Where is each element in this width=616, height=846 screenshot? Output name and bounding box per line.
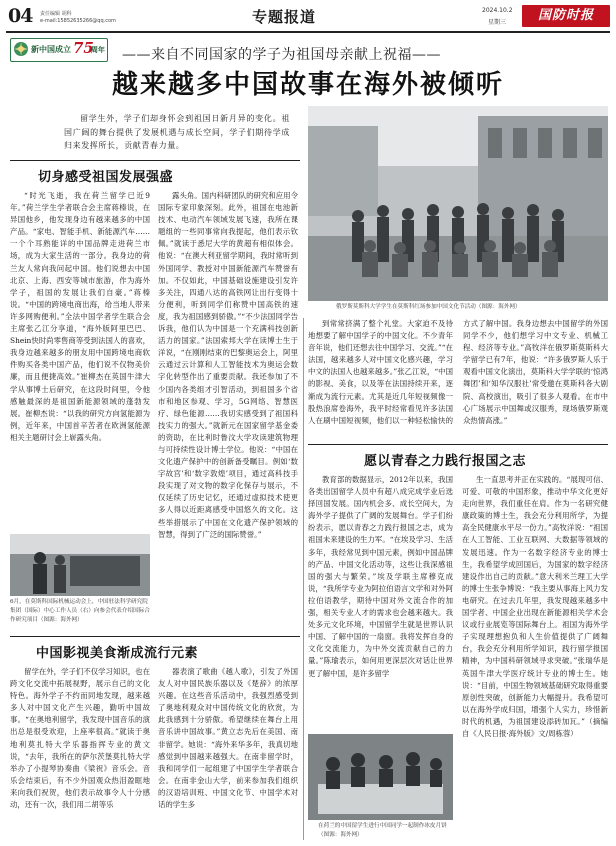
badge-text: 新中国成立: [31, 45, 71, 54]
photo-caption-1: 俄罗斯莫斯科大学学生在莫斯科红场参加中国文化节活动（图源：海外网）: [336, 304, 521, 310]
headline-main: 越来越多中国故事在海外被倾听: [111, 70, 504, 100]
anniversary-badge: [10, 38, 108, 62]
issue-weekday: 星期三: [488, 19, 507, 26]
intro-paragraph: 留学生外，学子们却身怀会到祖国日新月异的变化。祖国广阔的舞台提供了发展机遇与成长空间，学子们期待学成归来发挥所长，贡献青春力量。: [64, 114, 290, 150]
exhibition-photo: [10, 534, 150, 596]
badge-suffix: 周年: [91, 46, 105, 54]
masthead-box: [522, 5, 610, 27]
header-rule: [6, 31, 610, 33]
group-photo: [308, 106, 608, 301]
column-1-text: “时光飞逝，我在荷兰留学已近9年。”荷兰学生学者联合会主席蒋榛说，在异国他乡，他发现身边有越来越多的中国产品。“家电、智能手机、新能源汽车……一个个耳熟能详的中国品牌走进荷兰市场，成为大家生活的一部分。我身边的荷兰友人常向我问起中国。他们说想去中国北京、上海、西安等城市旅游，作为海外学子，祖国的发展让我们自豪。”蒋榛说。“中国的跨境电商出海，给当地人带来许多网购便利。”全法中国学者学生联合会主席张乙江分享道，“海外版阿里巴巴、Shein快时尚零售商等受到法国人的喜欢，我身边越来越多的朋友用中国跨境电商软件购买各类中国产品，他们说不仅物美价廉，而且便捷高效。”崔柳杰在英国牛津大学从事博士后研究，在这段时间里，令他感触最深的是祖国新能源领域的蓬勃发展。崔柳杰说：“以我的研究方向氢能源为例，近年来，中国首辛苦者在欧洲氢能源相关主题研讨会上崭露头角。: [10, 191, 150, 442]
mooncake-photo: [308, 734, 453, 820]
masthead-title: 国防时报: [537, 8, 594, 23]
flower-emblem-icon: [13, 41, 29, 57]
section-title: 专题报道: [252, 8, 317, 26]
column-7-text: 器表演了歌曲《越人歌》，引发了外国友人对中国民族乐器以及《楚辞》的浓厚兴趣。在这些音乐活动中，我强烈感受到了奥地利观众对中国传统文化的欣赏，为此我感到十分骄傲。希望继续在舞台上用音乐讲中国故事。”黄立志先后在美国、南非留学。她说：“海外来华多年，我真切地感觉到中国越来越强大。在南非留学时，我和同学们一起组建了中国学生学者联合会。在南非金山大学，前来参加我们组织的汉语培训班、中国文化节、中国学术对话的学生多: [158, 667, 298, 810]
section3-title: 中国影视美食渐成流行元素: [36, 646, 199, 661]
section2-title: 愿以青春之力践行报国之志: [364, 454, 527, 469]
column-3-text: 到常常挤满了整个礼堂。大家迫不及待地想要了解中国学子的中国文化。不少青年音年说，他们还想去往中国学习、交流。”“在法国，越来越多人对中国文化感兴趣，学习中文的法国人也越来越多。”张乙江说，“中国的影视、美食，以及等在法国持续开来，逐渐成为流行元素。尤其是近几年短视频像一股热浪席卷海外，我平时经常看见许多法国人在刷中国短视频，他们以一种轻松愉快的方式了解中国。我身边想去中国留学的外国同学不少，他们想学习中文专业、机械工程、经济等专业。”高牧洋在俄罗斯莫斯科大学留学已有7年，他说：“许多俄罗斯人乐于观看中国文化演出，莫斯科大学学联的‘惊鸿舞团’和‘知华汉服社’常受邀在莫斯科各大剧院、高校演出，吸引了很多人观看。在市中心广场展示中国舞或汉服秀，现场俄罗斯观众热情高涨。”: [308, 319, 608, 425]
photo-caption-2: 6月，在莫斯科国际机械运动会上，中国驻法科学研究院集团（国际）中心工作人员（右）向参会代表介绍国际合作研究项目（图源：海外网）: [10, 599, 150, 623]
column-4-text: 教育部的数据显示，2012年以来，我国各类出国留学人员中有超八成完成学业后选择回国发展。国内机会多、成长空间大，为海外学子提供了广阔的发展舞台。学子们纷纷表示，愿以青春之力践行报国之志，成为祖国未来建设的生力军。“在埃及学习、生活多年，我经常见到中国元素，例如中国品牌的产品、中国文化活动等，这些让我深感祖国的强大与繁荣。”埃及学联主席穆克成说，“我所学专业为阿拉伯语言文学和对外阿拉伯语教学，期待中国对外文流合作的加强，相关专业人才的需求也会越来越大。我处多元文化环境，中国留学生就是世界认识中国、了解中国的一扇窗。我将发挥自身的文化交流能力，为中外交流贡献自己的力量。”陈瑜表示，如何用更深层次对话让世界更了解中国，是许多留学: [308, 475, 453, 678]
s3-rule-top: [10, 636, 300, 637]
editor-email: e-mail:15852635266@qq.com: [40, 18, 116, 24]
photo-caption-3: 在荷兰的中国留学生进行中国同学一起制作冰皮月饼（图源：海外网）: [318, 823, 447, 838]
badge-number: 75: [73, 39, 94, 57]
column-5-text: 生一直思考并正在实践的。“展现可信、可爱、可敬的中国形象，推动中华文化更好走向世界，我们重任在肩。作为一名研究健康政策的博士生，我会充分利用所学，为提高全民健康水平尽一份力。”高牧洋说：“祖国在人工智能、工业互联网、大数据等领域的发展迅速。作为一名数字经济专业的博士生，我希望学成回国后，为国家的数字经济建设作出自己的贡献。”意大利米兰理工大学的博士生张争博说：“我主要从事海上风力发电研究。在过去几年里，我发现越来越多中国学者、中国企业出现在新能源相关学术会议或行业展览等国际舞台上。祖国为海外学子实现理想抱负和人生价值提供了广阔舞台，我会充分利用所学知识，践行留学报国精神，为中国科研领域寻求突破。”张瑞华是英国牛津大学医疗统计专业的博士生。她说：“目前，中国生物领域基础研究取得重要原创性突破，创新能力大幅提升。我希望可以在海外学成归国，增强个人实力，珍惜新时代的机遇，为祖国建设添砖加瓦。”（摘编自《人民日报·海外版》文/周栋蓉）: [462, 475, 608, 738]
headline-kicker: ——来自不同国家的学子为祖国母亲献上祝福——: [122, 47, 441, 63]
editor-line: 责任编辑 胡科: [40, 11, 72, 17]
column-divider: [303, 318, 304, 840]
column-6-text: 留学在外，学子们不仅学习知识，也在跨文化交流中拓展视野，展示自己的文化特色。海外学子不约而同地发现，越来越多人对中国文化产生兴趣，勤听中国故事。“在奥地利留学，我发现中国音乐的演出总是很受欢迎，上座率很高。”就读于奥地利莫扎特大学乐器指挥专业的黄文说，“去年，我所在的萨尔茨堡莫扎特大学举办了小提琴协奏曲《梁祝》音乐会。音乐会结束后，有不少外国观众热泪盈眶地来向我们祝贺，他们表示故事令人十分感动，还有一次，我们用二胡等乐: [10, 667, 150, 810]
issue-date: 2024.10.2: [482, 7, 513, 14]
column-2-text: 露头角。国内科研团队的研究和应用令国际专家印象深刻。此外，祖国在电池新技术、电动汽车领域发展飞速，我所在课题组的一些同事常向我提起，他们表示钦佩。”就读于悉尼大学的黄超有相似体会。他说：“在澳大利亚留学期间，我时常听到外国同学、教授对中国新能源汽车赞誉有加。不仅如此，中国基础设施建设引发许多关注，四通八达的高铁网让出行变得十分便利，听到同学们称赞中国高铁的速度，我为祖国感到骄傲。”“不少法国同学告诉我，他们认为中国是一个充满科技创新活力的国家。”法国索邦大学在读博士生于洋说，“在刚刚结束的巴黎奥运会上，阿里云通过云计算和人工智能技术为奥运会数字化转型作出了重要贡献。我还参加了不少国内各类组才引智活动，到祖国多个省市和地区参观、学习，5G网络、智慧医疗、绿色能源……我切实感受到了祖国科技实力的强大。”就新元在国家留学基金委的资助，在比利时鲁汶大学攻读建筑物理与可持续性设计博士学位。他说：“中国在文化遗产保护中的创新备受瞩目。例如‘数字故宫’和‘数字敦煌’项目，通过高科技手段实现了对文物的数字化保存与展示，不仅延续了历史记忆，还通过虚拟技术使更多人得以近距离感受中国悠久的文化。这些举措展示了中国在文化遗产保护领域的智慧，得到了广泛的国际赞誉。”: [158, 191, 298, 539]
page-number: 04: [8, 5, 33, 27]
s2-rule-top: [308, 444, 608, 445]
s1-rule-top: [10, 160, 300, 161]
section1-title: 切身感受祖国发展强盛: [38, 170, 174, 185]
